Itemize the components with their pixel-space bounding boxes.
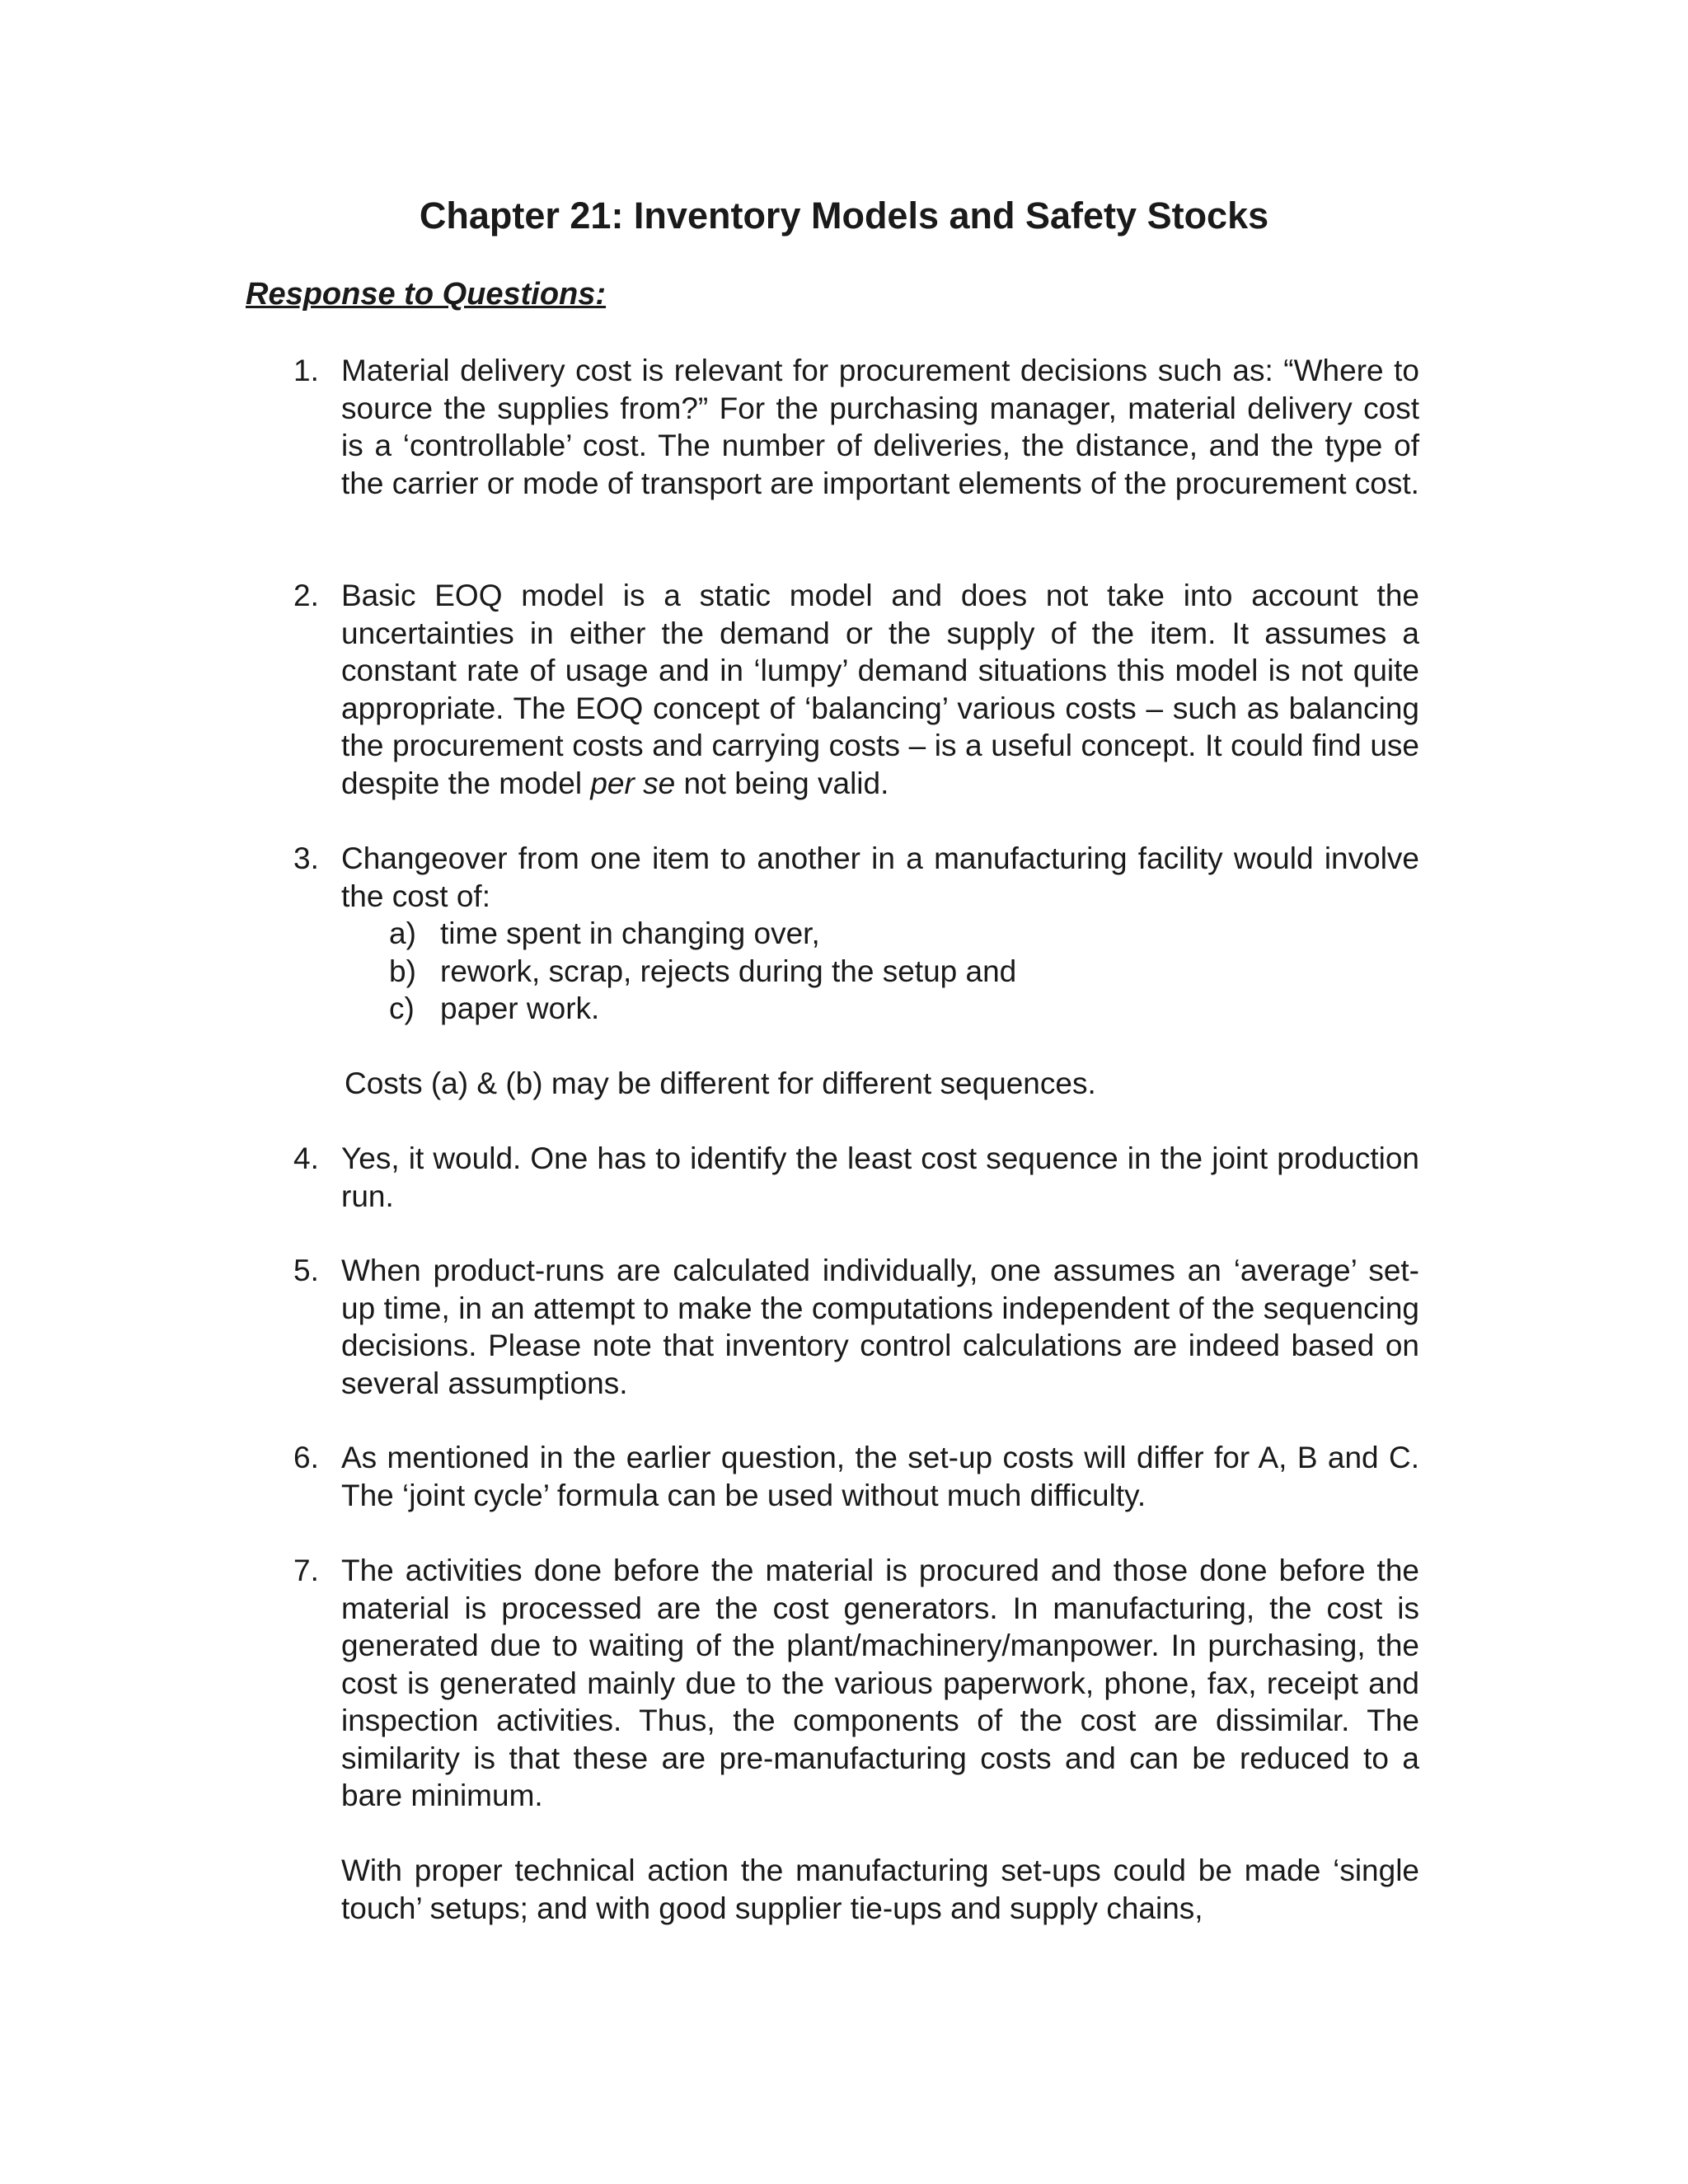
question-number: 4. — [293, 1141, 319, 1175]
answer-paragraph: The activities done before the material is procured and those done before the material is processed are the cost generators. In manufacturing, the cost is generated due to waiting of the plant/machinery/manpower. In purchasing, the cost is generated mainly due to the various paperwork, phone, fax, receipt and inspection activities. Thus, the components of the cost are dissimilar. The similarity is that these are pre-manufacturing costs and can be reduced to a bare minimum. — [341, 1554, 1419, 1812]
answer-continuation: With proper technical action the manufacturing set-ups could be made ‘single touch’ setups; and with good supplier tie-ups and supply chains, — [341, 1854, 1419, 1925]
answer-paragraph — [341, 577, 1419, 802]
italic-term: per se — [590, 766, 676, 800]
question-number: 5. — [293, 1254, 319, 1287]
answer-paragraph: Material delivery cost is relevant for procurement decisions such as: “Where to source the supplies from?” For the purchasing manager, material delivery cost is a ‘controllable’ cost. The number of deliveries, the distance, and the type of the carrier or mode of transport are important elements of the procurement cost. — [341, 354, 1419, 500]
answer-text — [341, 577, 1419, 802]
section-heading: Response to Questions: — [246, 277, 607, 312]
answer-text — [341, 1140, 1419, 1215]
question-number: 1. — [293, 354, 319, 387]
chapter-title: Chapter 21: Inventory Models and Safety Stocks — [419, 194, 1269, 237]
question-3-note: Costs (a) & (b) may be different for different sequences. — [345, 1066, 1096, 1100]
question-number: 3. — [293, 841, 319, 875]
answer-text — [341, 1552, 1419, 1927]
list-item-text: rework, scrap, rejects during the setup and — [440, 954, 1017, 988]
answer-text-part: Basic EOQ model is a static model and does not take into account the uncertainties in either the demand or the supply of the item. It assumes a constant rate of usage and in ‘lumpy’ demand situations this model is not quite appropriate. The EOQ concept of ‘balancing’ various costs – such as balancing the procurement costs and carrying costs – is a useful concept. It could find use despite the model — [341, 579, 1419, 800]
list-item-text: time spent in changing over, — [440, 916, 820, 950]
list-item-label: b) — [389, 954, 416, 988]
answer-paragraph: Changeover from one item to another in a manufacturing facility would involve the cost of: — [341, 841, 1419, 913]
answer-text — [341, 352, 1419, 502]
answer-text — [341, 840, 1419, 1028]
list-item — [341, 990, 1419, 1028]
answer-text — [341, 1252, 1419, 1402]
list-item-label: c) — [389, 991, 415, 1025]
list-item — [341, 953, 1419, 991]
list-item-label: a) — [389, 916, 416, 950]
answer-paragraph: When product-runs are calculated individually, one assumes an ‘average’ set-up time, in an attempt to make the computations independent of the sequencing decisions. Please note that inventory control calculations are indeed based on several assumptions. — [341, 1254, 1419, 1400]
answer-text — [341, 1439, 1419, 1514]
list-item-text: paper work. — [440, 991, 600, 1025]
answer-paragraph: Yes, it would. One has to identify the least cost sequence in the joint production run. — [341, 1141, 1419, 1213]
question-number: 7. — [293, 1554, 319, 1587]
sub-list — [341, 915, 1419, 1028]
list-item — [341, 915, 1419, 953]
answer-text-part: not being valid. — [675, 766, 889, 800]
question-number: 2. — [293, 579, 319, 612]
answer-paragraph: As mentioned in the earlier question, the set-up costs will differ for A, B and C. The ‘joint cycle’ formula can be used without much difficulty. — [341, 1441, 1419, 1512]
question-number: 6. — [293, 1441, 319, 1474]
